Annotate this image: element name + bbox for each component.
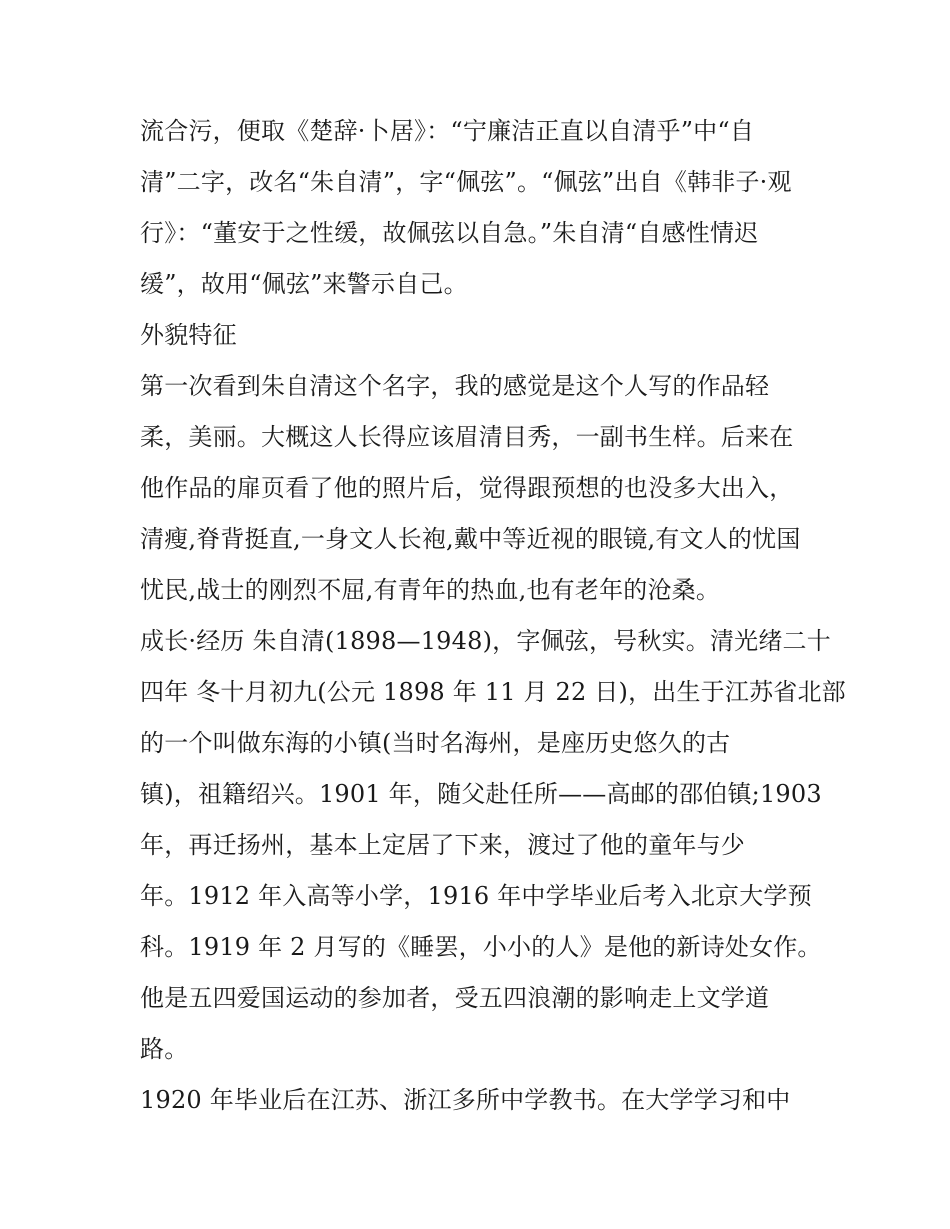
text-line: 他作品的扉页看了他的照片后，觉得跟预想的也没多大出入，	[140, 474, 794, 502]
text-line: 柔，美丽。大概这人长得应该眉清目秀，一副书生样。后来在	[140, 423, 794, 451]
text-line: 缓”，故用“佩弦”来警示自己。	[140, 270, 468, 298]
text-line: 成长·经历 朱自清(1898—1948)，字佩弦，号秋实。清光绪二十	[140, 627, 831, 655]
text-line: 行》：“董安于之性缓，故佩弦以自急。”朱自清“自感性情迟	[140, 219, 759, 247]
text-line: 镇)，祖籍绍兴。1901 年，随父赴任所——高邮的邵伯镇;1903	[140, 780, 822, 808]
text-line: 清”二字，改名“朱自清”，字“佩弦”。“佩弦”出自《韩非子·观	[140, 168, 792, 196]
text-line: 他是五四爱国运动的参加者，受五四浪潮的影响走上文学道	[140, 984, 770, 1012]
text-line: 流合污，便取《楚辞·卜居》：“宁廉洁正直以自清乎”中“自	[140, 117, 755, 145]
text-line: 第一次看到朱自清这个名字，我的感觉是这个人写的作品轻	[140, 372, 770, 400]
text-line: 科。1919 年 2 月写的《睡罢，小小的人》是他的新诗处女作。	[140, 933, 822, 961]
text-line: 年。1912 年入高等小学，1916 年中学毕业后考入北京大学预	[140, 882, 812, 910]
text-line: 忧民,战士的刚烈不屈,有青年的热血,也有老年的沧桑。	[140, 576, 721, 604]
text-line: 四年 冬十月初九(公元 1898 年 11 月 22 日)，出生于江苏省北部	[140, 678, 846, 706]
text-line: 的一个叫做东海的小镇(当时名海州，是座历史悠久的古	[140, 729, 731, 757]
text-line: 1920 年毕业后在江苏、浙江多所中学教书。在大学学习和中	[140, 1086, 791, 1114]
text-line: 路。	[140, 1035, 189, 1063]
text-body	[140, 106, 846, 1126]
section-heading: 外貌特征	[140, 321, 237, 349]
text-line: 年，再迁扬州，基本上定居了下来，渡过了他的童年与少	[140, 831, 745, 859]
text-line: 清瘦,脊背挺直,一身文人长袍,戴中等近视的眼镜,有文人的忧国	[140, 525, 801, 553]
